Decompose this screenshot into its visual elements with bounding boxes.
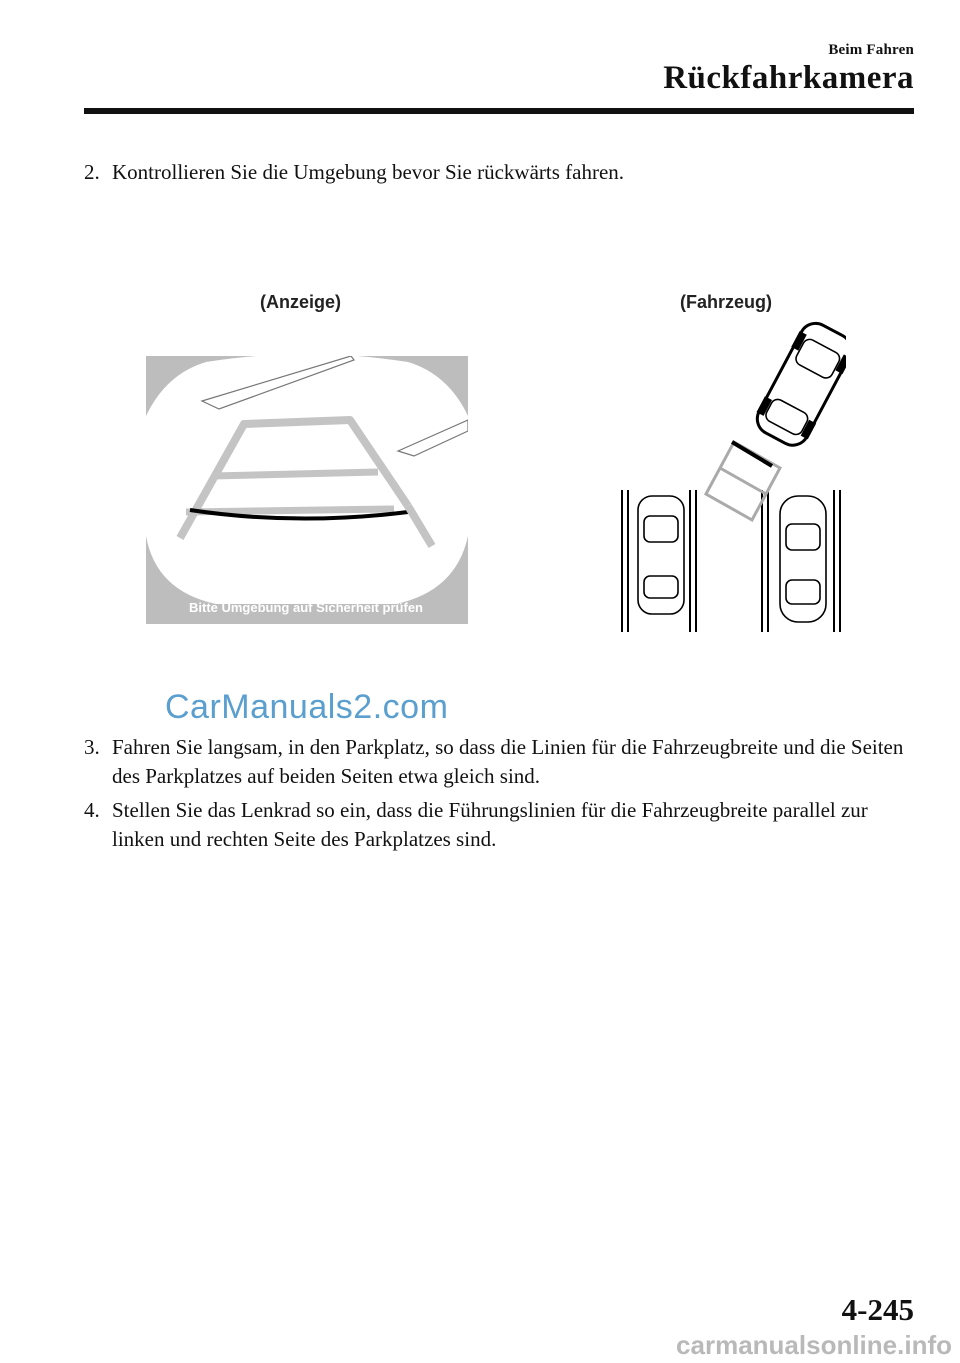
label-display: (Anzeige) [260, 292, 341, 312]
step-3 [84, 733, 916, 791]
parking-vehicle-figure [610, 318, 846, 636]
header-rule [84, 108, 914, 114]
label-vehicle: (Fahrzeug) [680, 292, 772, 312]
section-heading: Beim Fahren [828, 42, 914, 58]
step-4 [84, 796, 916, 854]
step-number: 3. [84, 735, 100, 759]
step-2 [84, 158, 916, 187]
screen-warning-text: Bitte Umgebung auf Sicherheit prüfen [188, 600, 424, 615]
page-number: 4-245 [841, 1292, 914, 1327]
footer-watermark: carmanualsonline.info [676, 1330, 952, 1360]
camera-display-figure [146, 356, 468, 624]
step-number: 2. [84, 160, 100, 184]
step-text: Fahren Sie langsam, in den Parkplatz, so dass die Linien für die Fahrzeugbreite und die Seiten des Parkplatzes auf beiden Seiten etwa gleich sind. [112, 735, 904, 788]
step-text: Stellen Sie das Lenkrad so ein, dass die Führungslinien für die Fahrzeugbreite parallel zur linken und rechten Seite des Parkplatzes sind. [112, 798, 868, 851]
step-text: Kontrollieren Sie die Umgebung bevor Sie rückwärts fahren. [112, 160, 625, 184]
step-number: 4. [84, 798, 100, 822]
watermark: CarManuals2.com [165, 688, 449, 726]
page-title: Rückfahrkamera [663, 60, 914, 96]
